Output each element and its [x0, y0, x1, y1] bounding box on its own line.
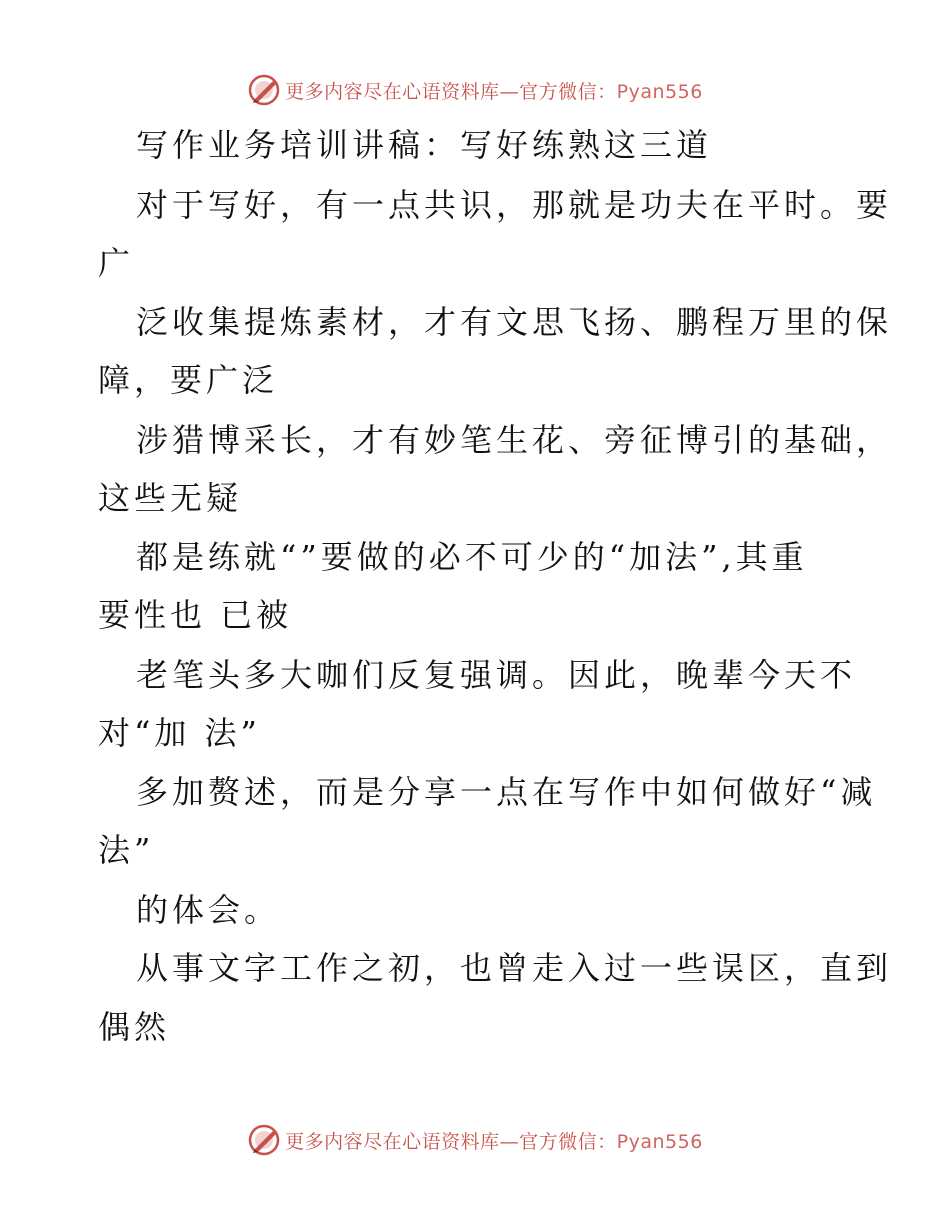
text-line: 都是练就“”要做的必不可少的“加法”,其重	[136, 538, 808, 576]
text-line: 从事文字工作之初，也曾走入过一些误区，直到	[136, 949, 893, 987]
text-line: 的体会。	[136, 891, 281, 929]
text-line: 多加赘述，而是分享一点在写作中如何做好“减	[136, 773, 877, 811]
text-line: 法”	[98, 831, 155, 869]
text-line: 障，要广泛	[98, 361, 279, 399]
text-line: 涉猎博采长，才有妙笔生花、旁征博引的基础，	[136, 421, 893, 459]
text-line: 泛收集提炼素材，才有文思飞扬、鹏程万里的保	[136, 303, 893, 341]
document-title: 写作业务培训讲稿：写好练熟这三道	[136, 126, 713, 164]
text-line: 广	[98, 244, 135, 282]
footer-watermark-banner	[0, 1120, 950, 1160]
text-line: 这些无疑	[98, 479, 243, 517]
text-line: 老笔头多大咖们反复强调。因此，晚辈今天不	[136, 656, 857, 694]
header-watermark-banner	[0, 70, 950, 110]
text-line: 对于写好，有一点共识，那就是功夫在平时。要	[136, 186, 893, 224]
banner-text: 更多内容尽在心语资料库—官方微信：Pyan556	[285, 1130, 703, 1153]
banner-text: 更多内容尽在心语资料库—官方微信：Pyan556	[285, 80, 703, 103]
text-line: 对“加 法”	[98, 714, 261, 752]
pen-logo-icon	[247, 1123, 281, 1157]
text-line: 偶然	[98, 1008, 171, 1046]
text-line: 要性也 已被	[98, 596, 293, 634]
pen-logo-icon	[247, 73, 281, 107]
